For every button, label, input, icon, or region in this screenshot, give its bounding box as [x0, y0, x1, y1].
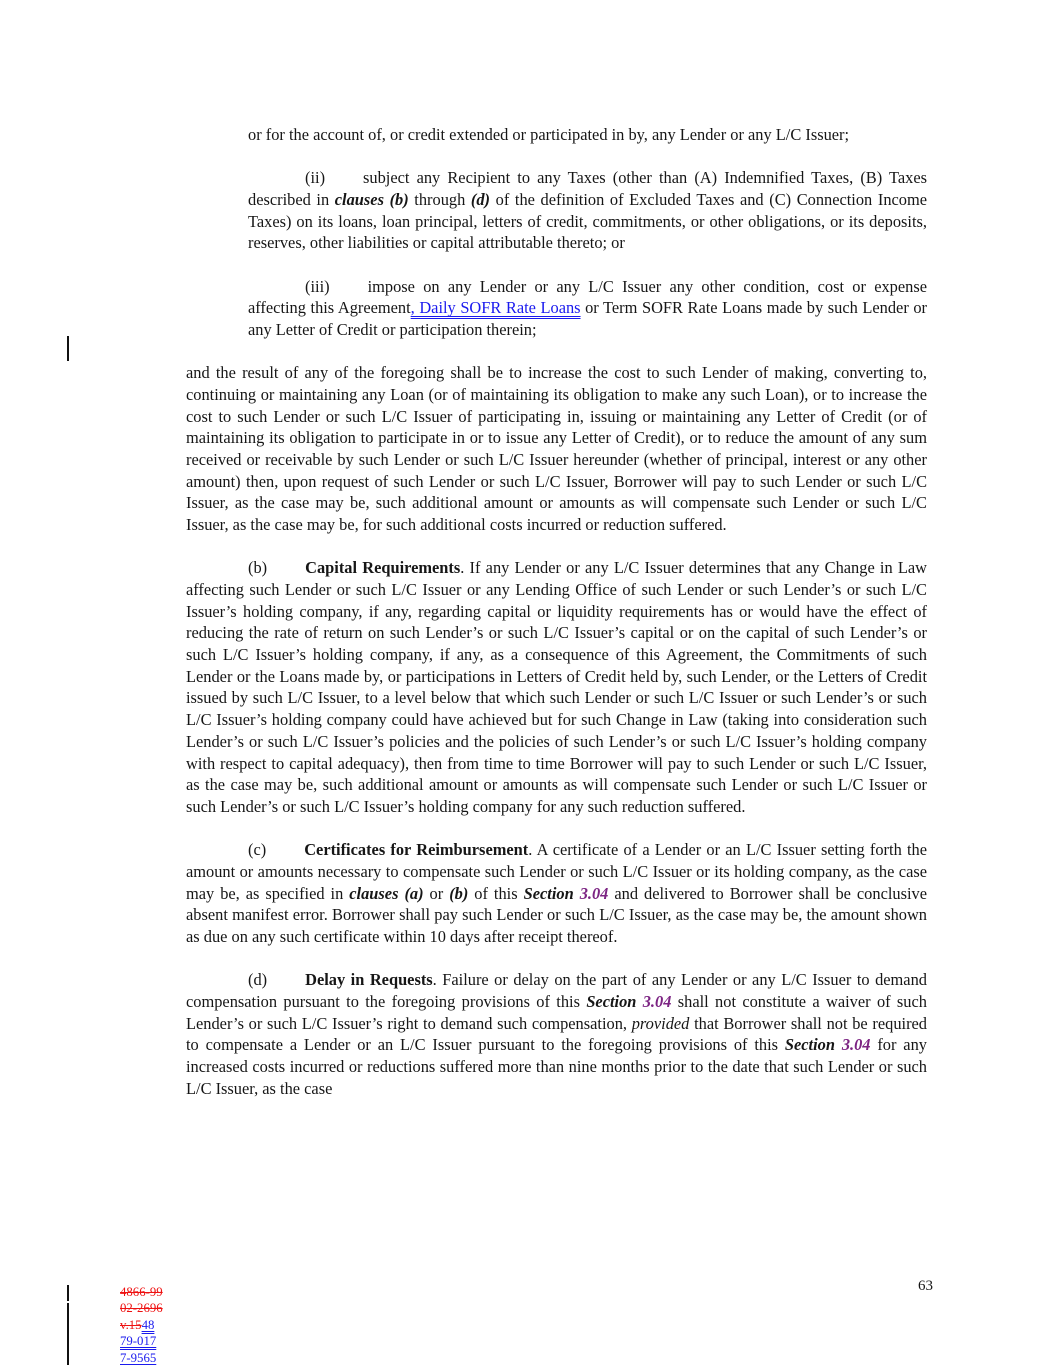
inserted-text: 48 — [141, 1317, 155, 1332]
text-run: Section — [784, 1035, 842, 1055]
doc-id-line — [120, 1350, 163, 1365]
text-run: Section — [523, 883, 580, 903]
text-run: . A certificate of a Lender or an L/C Issuer setting forth the amount or amounts necessary to compensate such Lender or such L/C Issuer or its holding company, as the case may be, as specified in — [186, 840, 927, 903]
text-run: clauses (a) — [349, 883, 424, 903]
doc-id-line — [120, 1284, 163, 1300]
text-run: (c) — [248, 840, 267, 860]
page-number: 63 — [918, 1278, 933, 1294]
change-bar — [67, 1285, 69, 1301]
text-run: of the definition of Excluded Taxes and (C) Connection Income Taxes) on its loans, loan principal, letters of credit, commitments, or other obligations, or its deposits, reserves, other liabilities or capital attributable thereto; or — [248, 189, 928, 253]
footer-doc-id — [120, 1284, 163, 1365]
deleted-text: 4866-99 — [120, 1285, 163, 1299]
text-run: (b) — [248, 558, 268, 578]
change-bar — [67, 336, 69, 361]
paragraph-section-c-certificates — [186, 839, 927, 948]
text-run: subject any Recipient to any Taxes (other than (A) Indemnified Taxes, (B) Taxes described in — [248, 168, 927, 209]
text-run: for any increased costs incurred or reductions suffered more than nine months prior to the date that such Lender or such L/C Issuer, as the case — [186, 1035, 927, 1098]
text-run: and the result of any of the foregoing shall be to increase the cost to such Lender of making, converting to, continuing or maintaining any Loan (or of maintaining its obligation to make any such Loan), or to increase the cost to such Lender or such L/C Issuer of participating in, issuing or maintaining any Letter of Credit (or of maintaining its obligation to participate in or to issue any Letter of Credit), or to reduce the amount of any sum received or receivable by such Lender or such L/C Issuer hereunder (whether of principal, interest or any other amount) then, upon request of such Lender or such L/C Issuer, Borrower will pay to such Lender or such L/C Issuer, as the case may be, such additional amount or amounts as will compensate such Lender or such L/C Issuer, as the case may be, for such additional costs incurred or reduction suffered. — [186, 363, 927, 535]
deleted-text: 02-2696 — [120, 1301, 163, 1316]
text-run: or — [423, 883, 450, 903]
text-run: . Failure or delay on the part of any Lender or any L/C Issuer to demand compensation pursuant to the foregoing provisions of this — [186, 970, 927, 1011]
section-reference: 3.04 — [579, 883, 609, 903]
section-reference: 3.04 — [642, 991, 672, 1011]
inserted-text: 7-9565 — [120, 1350, 157, 1365]
text-run: (ii) — [305, 168, 326, 188]
text-run: Certificates for Reimbursement — [304, 840, 529, 860]
text-run: (iii) — [305, 276, 330, 296]
text-run: shall not constitute a waiver of such Lender’s or such L/C Issuer’s right to demand such compensation, — [186, 991, 927, 1033]
text-run: impose on any Lender or any L/C Issuer any other condition, cost or expense affecting this Agreement — [248, 276, 927, 318]
text-run: (d) — [248, 970, 268, 990]
text-run: through — [408, 189, 471, 209]
inserted-text: , Daily SOFR Rate Loans — [410, 298, 581, 318]
paragraph-result-clause — [186, 362, 927, 536]
paragraph-section-d-delay-in-requests — [186, 969, 927, 1099]
paragraph-clause-iii — [248, 276, 927, 341]
inserted-text: 79-017 — [120, 1334, 157, 1349]
text-run: (d) — [470, 189, 491, 209]
paragraph-clause-i-continuation — [248, 124, 927, 146]
doc-id-line — [120, 1333, 163, 1349]
text-run: or Term SOFR Rate Loans made by such Lender or any Letter of Credit or participation therein; — [248, 298, 927, 339]
text-run: (b) — [449, 883, 469, 903]
text-run: that Borrower shall not be required to compensate a Lender or an L/C Issuer pursuant to the foregoing provisions of this — [186, 1013, 928, 1055]
paragraph-clause-ii — [248, 167, 927, 254]
paragraph-section-b-capital-requirements — [186, 557, 927, 817]
doc-id-line — [120, 1300, 163, 1316]
deleted-text: v.15 — [120, 1317, 142, 1332]
text-run: Delay in Requests — [305, 970, 433, 990]
text-run: Capital Requirements — [305, 558, 461, 578]
text-run: clauses (b) — [334, 189, 409, 209]
text-run: or for the account of, or credit extended or participated in by, any Lender or any L/C Issuer; — [248, 125, 850, 144]
text-run: provided — [631, 1013, 690, 1033]
text-run: . If any Lender or any L/C Issuer determines that any Change in Law affecting such Lender or such L/C Issuer or any Lending Office of such Lender or such Lender’s or such L/C Issuer’s holding company, if any, regarding capital or liquidity requirements has or would have the effect of reducing the rate of return on such Lender’s or such L/C Issuer’s capital or on the capital of such Lender’s or such L/C Issuer’s holding company, if any, as a consequence of this Agreement, the Commitments of such Lender or the Loans made by, or participations in Letters of Credit held by, such Lender, or the Letters of Credit issued by such L/C Issuer, to a level below that which such Lender or such L/C Issuer or such Lender’s or such L/C Issuer’s holding company could have achieved but for such Change in Law (taking into consideration such Lender’s or such L/C Issuer’s policies and the policies of such Lender’s or such L/C Issuer’s holding company with respect to capital adequacy), then from time to time Borrower will pay to such Lender or such L/C Issuer, as the case may be, such additional amount or amounts as will compensate such Lender or such L/C Issuer or such Lender’s or such L/C Issuer’s holding company for any such reduction suffered. — [186, 558, 927, 816]
text-run: and delivered to Borrower shall be conclusive absent manifest error. Borrower shall pay such Lender or such L/C Issuer, as the case may be, the amount shown as due on any such certificate within 10 days after receipt thereof. — [186, 883, 927, 946]
text-run: of this — [468, 883, 524, 903]
document-body — [186, 124, 927, 1121]
section-reference: 3.04 — [841, 1035, 871, 1055]
text-run: Section — [586, 991, 643, 1011]
change-bar — [67, 1303, 69, 1365]
doc-id-line — [120, 1317, 163, 1333]
